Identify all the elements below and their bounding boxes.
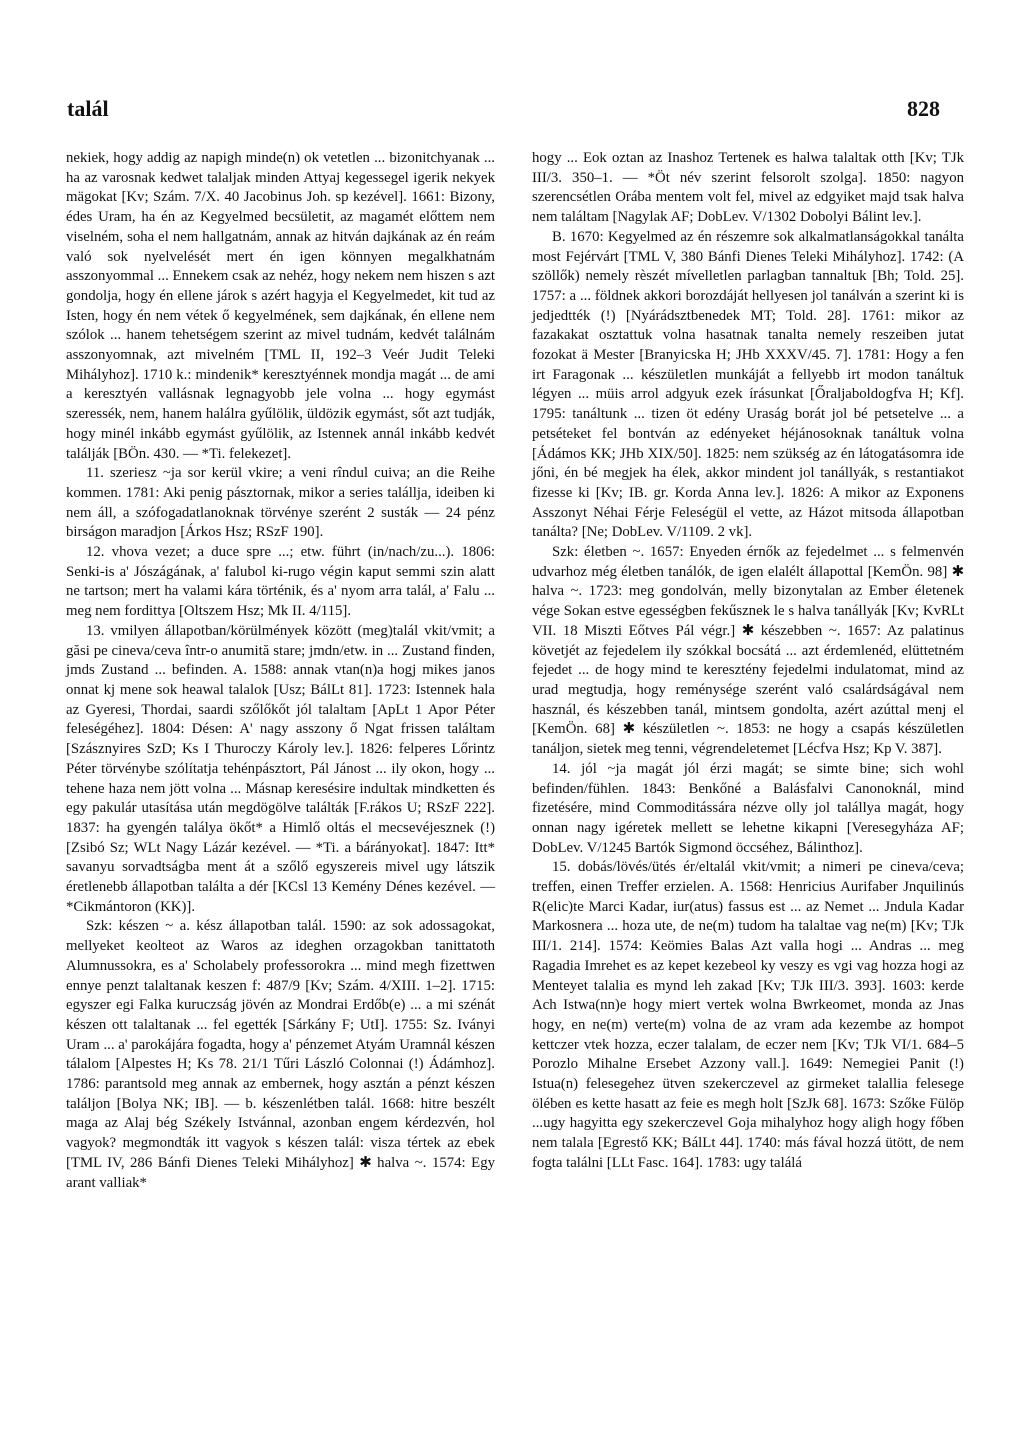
entry-paragraph: 11. szeriesz ~ja sor kerül vkire; a veni rîndul cuiva; an die Reihe kommen. 1781: Aki penig pásztornak, mikor a series talállja, ideiben ki nem áll, a szófogadatlanoknak törvénye szerént 2 susták — 24 pénz birságon maradjon [Árkos Hsz; RSzF 190].: [66, 465, 495, 541]
entry-paragraph: B. 1670: Kegyelmed az én részemre sok alkalmatlanságokkal tanálta most Fejérvárt [TML V, 380 Bánfi Dienes Teleki Mihályhoz]. 1742: (A szöllők) nemely rèszét mívelletlen parlagban tannaltuk [Bh; Told. 25]. 1757: a ... földnek akkori borozdáját hellyesen jol tanálván a szerint ki is jedjedtték (!) [Nyárádsztbenedek MT; Told. 28]. 1761: mikor az fazakakat osztattuk volna hasatnak tanalta nemely reszeiben jutat fozokat ä Mester [Branyicska H; JHb XXXV/45. 7]. 1781: Hogy a fen irt Faragonak ... készületlen munkáját a fellyebb irt modon tanáltuk légyen ... müis arrol adgyuk ezek írásunkat [Őraljaboldogfva H; Kf]. 1795: tanáltunk ... tizen öt edény Uraság borát jol bé petsetelve ... a petséteket fel bontván az edényeket héjánosoknak tanáltuk volna [Ádámos KK; JHb XIX/50]. 1825: nem szükség az én látogatásomra ide jőni, én bé megjek ha élek, akkor mindent jol tanállyák, s restantiakot fizesse ki [Kv; IB. gr. Korda Anna lev.]. 1826: A mikor az Exponens Asszonyt Néhai Férje Feleségül el vette, az Házot mitsoda állapotban tanálta? [Ne; DobLev. V/1109. 2 vk].: [532, 228, 964, 541]
entry-paragraph: 12. vhova vezet; a duce spre ...; etw. führt (in/nach/zu...). 1806: Senki-is a' Jószágának, a' falubol ki-rugo végin kaput semmi szin alatt ne tartson; mert ha valami kára történik, és a' nyom arra talál, a' Falu ... meg nem fordittya [Oltszem Hsz; Mk II. 4/115].: [66, 544, 495, 620]
entry-paragraph: 15. dobás/lövés/ütés ér/eltalál vkit/vmit; a nimeri pe cineva/ceva; treffen, einen Treffer erzielen. A. 1568: Henricius Aurifaber Jnquilinús R(elic)te Marci Kadar, iur(atus) fassus est ... az Nemet ... Jndula Kadar Markosnera ... hoza ute, de ne(m) tudom ha talaltae vag ne(m) [Kv; TJk III/1. 214]. 1574: Keömies Balas Azt valla hogi ... Andras ... meg Ragadia Imrehet es az kepet kezebeol ky veszy es vgi vag hozza hogi az Menteyet talalia es mynd leh zakad [Kv; TJk III/3. 393]. 1603: kerde Ach Istwa(nn)e hogy miert vertek wolna Bwrkeomet, monda az Jnas hogy, en ne(m) verte(m) volna de az vram ada kezembe az hompot kettczer vtek hozza, eczer talalam, de eczer nem [Kv; TJk VI/1. 684–5 Porozlo Mihalne Ersebet Azzony vall.]. 1649: Nemegiei Panit (!) Istua(n) felesegehez ütven szekerczevel az girmeket talallia felesege ölében es kette hasatt az feie es megh holt [SzJk 68]. 1673: Szőke Fülöp ...ugy hagyitta egy szekerczevel Goja mihalyhoz hogy aligh hogy főben nem talala [Egrestő KK; BálLt 44]. 1740: más fával hozzá ütött, de nem fogta találni [LLt Fasc. 164]. 1783: ugy találá: [532, 859, 964, 1171]
entry-paragraph: 13. vmilyen állapotban/körülmények között (meg)talál vkit/vmit; a găsi pe cineva/ceva într-o anumită stare; jmdn/etw. in ... Zustand finden, jmds Zustand ... befinden. A. 1588: annak vtan(n)a hogj mikes janos onnat kj mene sok heawal talalok [Usz; BálLt 81]. 1723: Istennek hala az Gyeresi, Thordai, saardi szőlőkőt jól talaltam [ApLt 1 Apor Péter feleségéhez]. 1804: Désen: A' nagy asszony ő Ngat frissen találtam [Szásznyires SzD; Ks I Thuroczy Károly lev.]. 1826: felperes Lőrintz Péter törvénybe szólítatja tehénpásztort, Pál Jánost ... ily okon, hogy ... tehene haza nem jött volna ... Másnap keresésire indultak mindketten és egy pakulár utasítása után megdögölve találták [F.rákos U; RSzF 222]. 1837: ha gyengén találya ökőt* a Himlő oltás el mecsevéjesznek (!) [Zsibó Sz; WLt Nagy Lázár kezével. — *Ti. a bárányokat]. 1847: Itt* savanyu sorvadtságba ment át a szőlő egyszereis mivel ugy látszik éretlenebb állapotban találta a dér [KCsl 13 Kemény Dénes kezével. — *Cikmántoron (KK)].: [66, 622, 495, 915]
entry-paragraph: hogy ... Eok oztan az Inashoz Tertenek es halwa talaltak otth [Kv; TJk III/3. 350–1. — *Öt név szerint felsorolt szolga]. 1850: nagyon szerencsétlen Orába mentem volt fel, mivel az edgyiket majd tsak halva nem találtam [Nagylak AF; DobLev. V/1302 Dobolyi Bálint lev.].: [532, 150, 964, 226]
entry-paragraph: nekiek, hogy addig az napigh minde(n) ok vetetlen ... bizonitchyanak ... ha az varosnak kedwet talaljak minden Attyaj kegessegel igerik nekyek mägokat [Kv; Szám. 7/X. 40 Jacobinus Joh. sp kezével]. 1661: Bizony, édes Uram, ha én az Kegyelmed becsületit, az magamét előttem nem viselném, soha el nem hallgatnám, annak az hitván dajkának az én reám való sok nyelvelését mert én igen könnyen megalkhatnám asszonyommal ... Ennekem csak az nehéz, hogy nekem nem hiszen s azt gondolja, hogy én ellene járok s azért hagyja el Kegyelmedet, kit tud az Isten, hogy én nem vétek ő kegyelmének, sem dajkának, én ellene nem szólok ... hanem tehetségem szerint az mivel tudnám, kedvét találnám asszonyomnak, azt mivelném [TML II, 192–3 Veér Judit Teleki Mihályhoz]. 1710 k.: mindenik* keresztyénnek mondja magát ... de ami a keresztyén vallásnak legnagyobb jele volna ... hogy egymást szeressék, nem, hanem halálra gyűlölik, üldözik egymást, sőt azt tudják, hogy minél inkább egymást gyűlölik, az Istennek annál inkább kedvét találják [BÖn. 430. — *Ti. felekezet].: [66, 150, 495, 462]
running-head-headword: talál: [67, 96, 109, 121]
left-column: [66, 149, 495, 1193]
entry-paragraph: Szk: készen ~ a. kész állapotban talál. 1590: az sok adossagokat, mellyeket keolteot az Waros az ideghen orzagokban tanittatoth Alumnussokra, es a' Scholabely professorokra ... mind megh fizettwen ennye penzt talaltanak keszen f: 487/9 [Kv; Szám. 4/XIII. 1–2]. 1715: egyszer egi Falka kuruczság jövén az Mondrai Erdőb(e) ... a mi szénát készen ott talaltanak ... fel egették [Sárkány F; UtI]. 1755: Sz. Iványi Uram ... a' parokájára fogadta, hogy a' pénzemet Atyám Uramnál készen tálalom [Alpestes H; Ks 78. 21/1 Tűri László Colonnai (!) Ádámhoz]. 1786: parantsold meg annak az embernek, hogy asztán a pénzt készen találjon [Bolya NK; IB]. — b. készenlétben talál. 1668: hitre beszélt maga az Alaj bég Székely Istvánnal, azonban engem kérdezvén, hol vagyok? megmondták itt vagyok s készen talál: visza tértek az ebek [TML IV, 286 Bánfi Dienes Teleki Mihályhoz] ✱ halva ~. 1574: Egy arant valliak*: [66, 918, 495, 1191]
page-number: 828: [907, 96, 940, 121]
entry-paragraph: Szk: életben ~. 1657: Enyeden érnők az fejedelmet ... s felmenvén udvarhoz még életben tanálók, de igen elalélt állapottal [KemÖn. 98] ✱ halva ~. 1723: meg gondolván, melly bizonytalan az Ember életenek vége Sokan estve egességben fekűsznek le s halva tanállyák [Kv; KvRLt VII. 18 Miszti Eőtves Pál végr.] ✱ készebben ~. 1657: Az palatinus követjét az fejedelem ily szókkal bocsátá ... azt érdemlenéd, elüttetném fejedet ... de hogy mind te keresztény fejedelmi indulatomat, mind az urad megtudja, hogy reménysége szerént való csalárdságával nem használ, és készebben tanál, mintsem gondolta, azért azúttal menj el [KemÖn. 68] ✱ készületlen ~. 1853: ne hogy a csapás készületlen tanáljon, sietek meg tenni, végrendeletemet [Lécfva Hsz; Kp V. 387].: [532, 544, 964, 758]
right-column: [532, 149, 964, 1174]
entry-paragraph: 14. jól ~ja magát jól érzi magát; se simte bine; sich wohl befinden/fühlen. 1843: Benkőné a Balásfalvi Canonoknál, mind fizetésére, mind Commoditássára nézve olly jol talállya magát, hogy onnan nagy igéretek mellett se lehetne kikapni [Veresegyháza AF; DobLev. V/1245 Bartók Sigmond öccséhez, Bálinthoz].: [532, 760, 964, 856]
